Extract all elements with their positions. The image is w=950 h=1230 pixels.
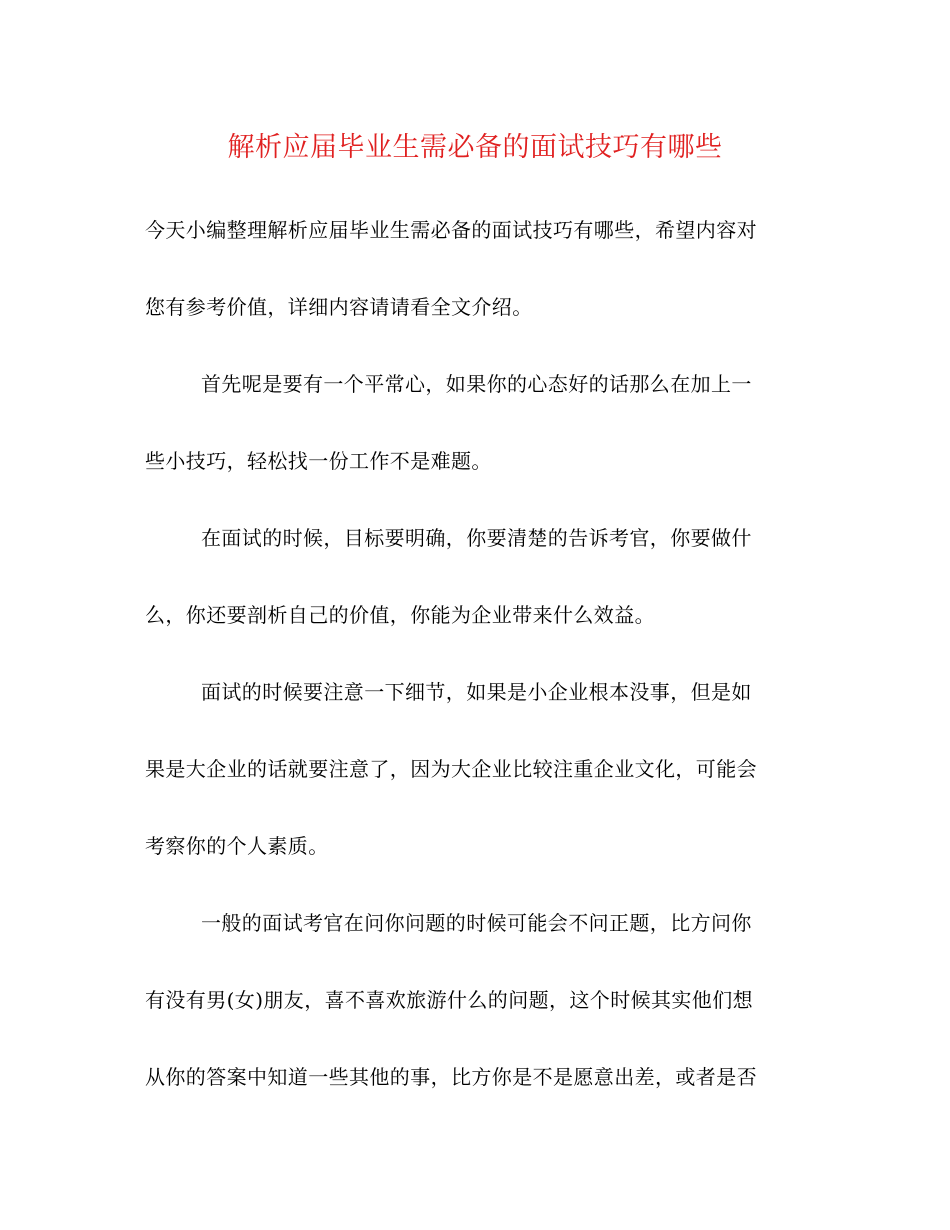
text-line-4: 些小技巧，轻松找一份工作不是难题。 xyxy=(145,449,492,473)
text-line-9: 考察你的个人素质。 xyxy=(145,834,329,858)
text-line-7: 面试的时候要注意一下细节，如果是小企业根本没事，但是如 xyxy=(201,680,752,704)
text-line-11: 有没有男(女)朋友，喜不喜欢旅游什么的问题，这个时候其实他们想 xyxy=(145,988,754,1012)
text-line-6: 么，你还要剖析自己的价值，你能为企业带来什么效益。 xyxy=(145,603,655,627)
text-line-12: 从你的答案中知道一些其他的事，比方你是不是愿意出差，或者是否 xyxy=(145,1065,757,1089)
text-line-2: 您有参考价值，详细内容请请看全文介绍。 xyxy=(145,295,533,319)
text-line-1: 今天小编整理解析应届毕业生需必备的面试技巧有哪些，希望内容对 xyxy=(145,218,757,242)
document-body xyxy=(145,210,805,1134)
text-line-5: 在面试的时候，目标要明确，你要清楚的告诉考官，你要做什 xyxy=(201,526,752,550)
text-line-3: 首先呢是要有一个平常心，如果你的心态好的话那么在加上一 xyxy=(201,372,752,396)
text-line-10: 一般的面试考官在问你问题的时候可能会不问正题，比方问你 xyxy=(201,911,752,935)
document-title: 解析应届毕业生需必备的面试技巧有哪些 xyxy=(227,132,723,163)
text-line-8: 果是大企业的话就要注意了，因为大企业比较注重企业文化，可能会 xyxy=(145,757,757,781)
